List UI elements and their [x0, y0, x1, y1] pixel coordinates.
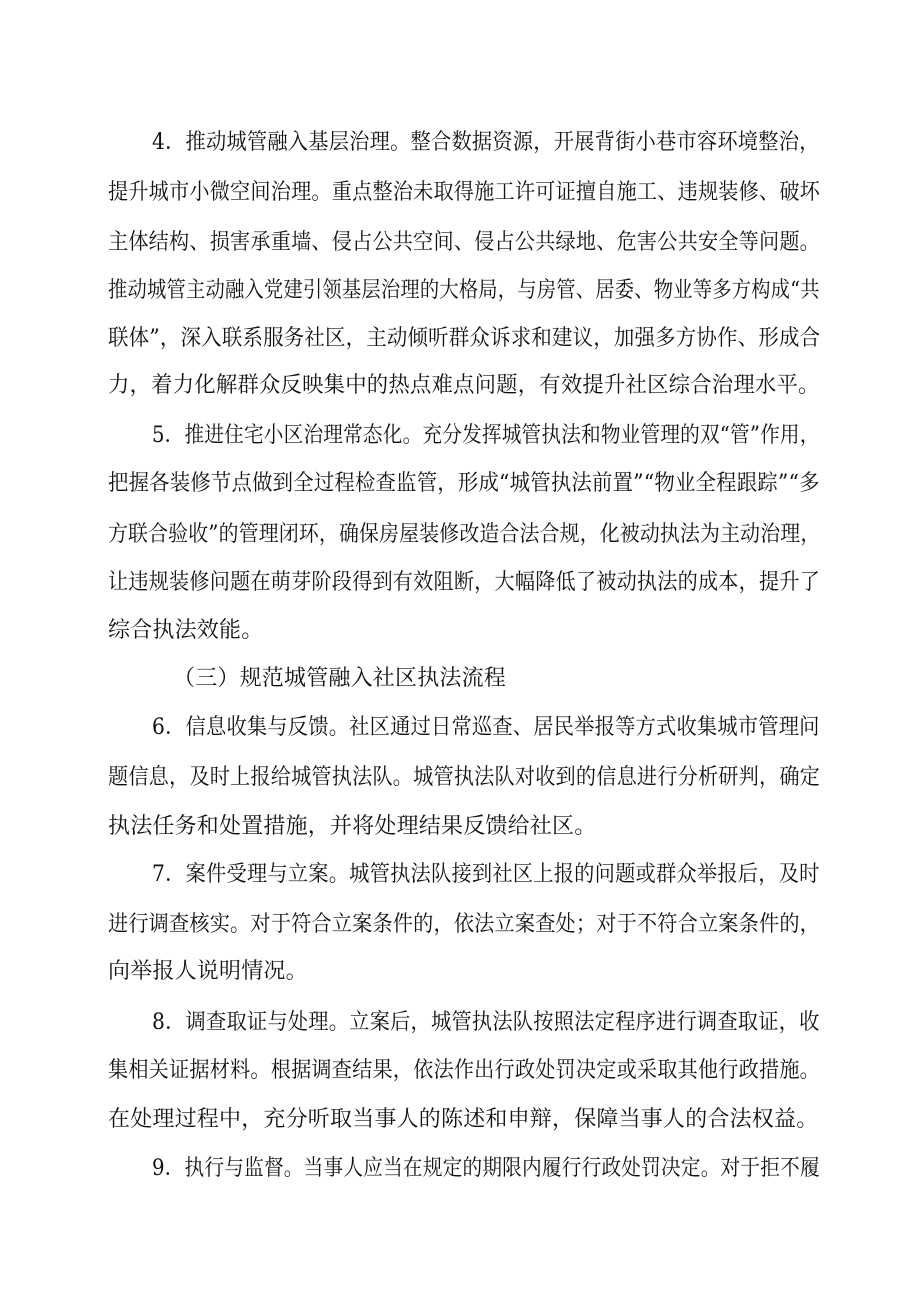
item-4-line-6: 力，着力化解群众反映集中的热点难点问题，有效提升社区综合治理水平。 [108, 373, 820, 398]
item-5-line-5: 综合执法效能。 [108, 618, 264, 643]
item-8-line-1: 8．调查取证与处理。立案后，城管执法队按照法定程序进行调查取证，收 [152, 1010, 820, 1035]
item-7-line-2: 进行调查核实。对于符合立案条件的，依法立案查处；对于不符合立案条件的， [108, 912, 821, 937]
item-4-line-3: 主体结构、损害承重墙、侵占公共空间、侵占公共绿地、危害公共安全等问题。 [108, 230, 821, 255]
item-5-line-1: 5．推进住宅小区治理常态化。充分发挥城管执法和物业管理的双“管”作用， [152, 423, 820, 448]
section-3-heading: （三）规范城管融入社区执法流程 [173, 666, 507, 691]
item-5-line-3: 方联合验收”的管理闭环，确保房屋装修改造合法合规，化被动执法为主动治理， [108, 522, 821, 547]
item-7-line-1: 7．案件受理与立案。城管执法队接到社区上报的问题或群众举报后，及时 [152, 862, 820, 887]
item-6-line-1: 6．信息收集与反馈。社区通过日常巡查、居民举报等方式收集城市管理问 [152, 715, 820, 740]
item-4-line-4: 推动城管主动融入党建引领基层治理的大格局，与房管、居委、物业等多方构成“共 [108, 278, 820, 303]
item-4-line-2: 提升城市小微空间治理。重点整治未取得施工许可证擅自施工、违规装修、破坏 [108, 180, 821, 205]
item-5-line-2: 把握各装修节点做到全过程检查监管，形成“城管执法前置”“物业全程跟踪”“多 [108, 471, 820, 496]
item-8-line-3: 在处理过程中，充分听取当事人的陈述和申辩，保障当事人的合法权益。 [108, 1107, 819, 1132]
item-8-line-2: 集相关证据材料。根据调查结果，依法作出行政处罚决定或采取其他行政措施。 [108, 1058, 821, 1083]
item-6-line-3: 执法任务和处置措施，并将处理结果反馈给社区。 [108, 814, 597, 839]
item-4-line-1: 4．推动城管融入基层治理。整合数据资源，开展背街小巷市容环境整治， [152, 130, 820, 155]
item-7-line-3: 向举报人说明情况。 [108, 959, 308, 984]
item-6-line-2: 题信息，及时上报给城管执法队。城管执法队对收到的信息进行分析研判，确定 [108, 765, 821, 790]
item-4-line-5: 联体”，深入联系服务社区，主动倾听群众诉求和建议，加强多方协作、形成合 [108, 326, 821, 351]
item-9-line-1: 9．执行与监督。当事人应当在规定的期限内履行行政处罚决定。对于拒不履 [152, 1156, 820, 1181]
item-5-line-4: 让违规装修问题在萌芽阶段得到有效阻断，大幅降低了被动执法的成本，提升了 [108, 570, 821, 595]
